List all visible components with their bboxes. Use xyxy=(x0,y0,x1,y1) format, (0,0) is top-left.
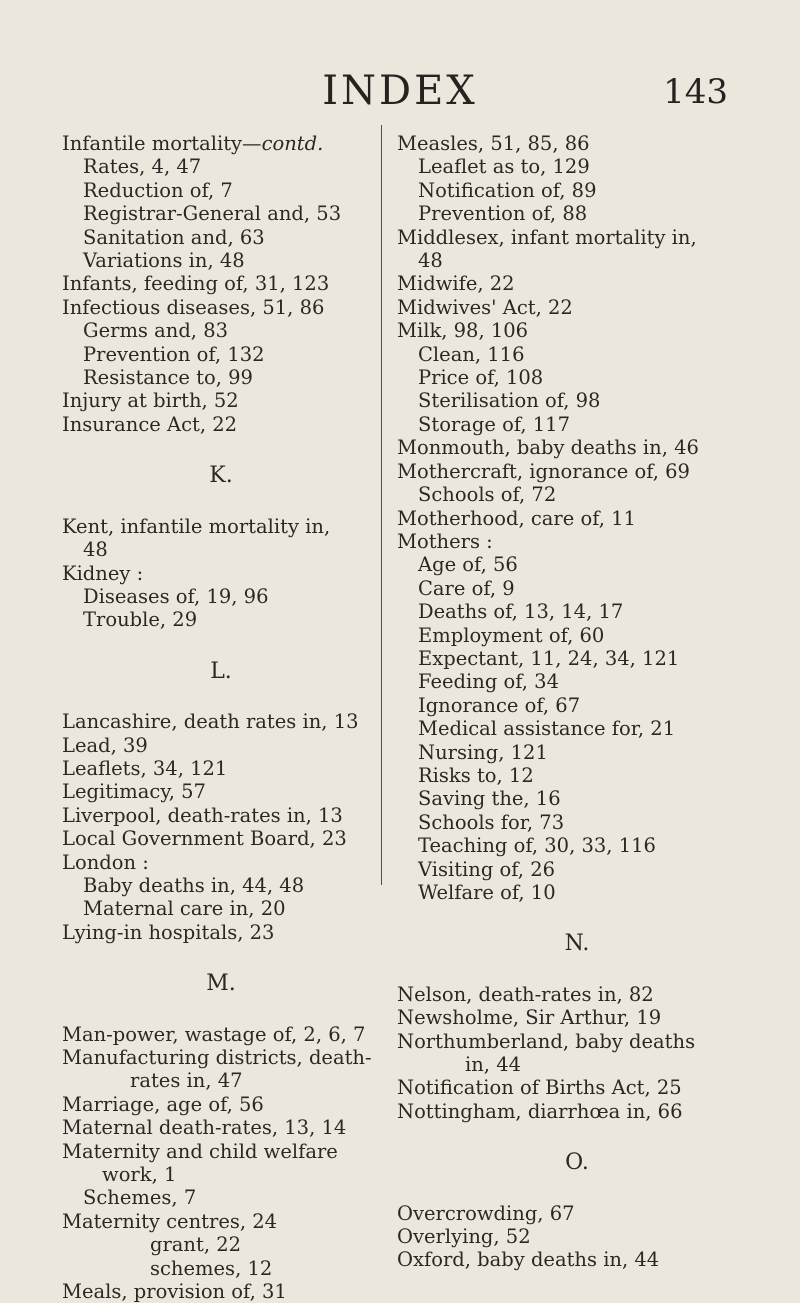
index-subentry: Reduction of, 7 xyxy=(83,178,233,202)
index-entry: Legitimacy, 57 xyxy=(62,780,206,804)
index-entry: Liverpool, death-rates in, 13 xyxy=(62,803,343,827)
index-entry: Mothercraft, ignorance of, 69 xyxy=(397,459,690,483)
index-subentry: Risks to, 12 xyxy=(418,763,534,787)
index-entry: Measles, 51, 85, 86 xyxy=(397,132,590,155)
index-entry-continuation: 48 xyxy=(83,538,108,562)
left-column xyxy=(62,132,380,1303)
index-entry: Local Government Board, 23 xyxy=(62,827,347,851)
index-subentry: Germs and, 83 xyxy=(83,319,229,343)
index-entry: Injury at birth, 52 xyxy=(62,389,239,413)
section-letter-n: N. xyxy=(564,931,590,957)
section-letter-l: L. xyxy=(210,658,232,684)
index-entry: Midwives' Act, 22 xyxy=(397,295,573,319)
index-entry: Man-power, wastage of, 2, 6, 7 xyxy=(62,1022,366,1046)
index-subentry: Schools for, 73 xyxy=(418,810,565,834)
index-subentry: Leaflet as to, 129 xyxy=(418,155,590,179)
index-subentry: Teaching of, 30, 33, 116 xyxy=(418,834,656,858)
index-subentry: Age of, 56 xyxy=(418,553,518,577)
index-entry: London : xyxy=(62,850,149,874)
index-subentry: Storage of, 117 xyxy=(418,412,570,436)
index-entry: Kent, infantile mortality in, xyxy=(62,514,331,538)
index-entry-continuation: rates in, 47 xyxy=(130,1069,243,1093)
index-entry: Leaflets, 34, 121 xyxy=(62,756,228,780)
index-entry: Oxford, baby deaths in, 44 xyxy=(397,1248,660,1272)
index-entry: Infants, feeding of, 31, 123 xyxy=(62,272,330,296)
index-entry: Infantile mortality—contd. xyxy=(62,132,324,155)
index-subentry: Saving the, 16 xyxy=(418,787,561,811)
index-entry: Overlying, 52 xyxy=(397,1225,531,1249)
index-subentry: Schools of, 72 xyxy=(418,483,557,507)
index-entry: Motherhood, care of, 11 xyxy=(397,506,636,530)
index-entry: Overcrowding, 67 xyxy=(397,1201,575,1225)
index-subentry: schemes, 12 xyxy=(150,1256,273,1280)
column-divider xyxy=(381,125,382,885)
index-entry: Maternity and child welfare xyxy=(62,1139,338,1163)
index-subentry: Medical assistance for, 21 xyxy=(418,717,676,741)
index-entry: Manufacturing districts, death- xyxy=(62,1046,372,1069)
index-subentry: Ignorance of, 67 xyxy=(418,693,581,717)
index-subentry: Care of, 9 xyxy=(418,576,515,600)
section-letter-k: K. xyxy=(209,463,233,489)
index-subentry: Prevention of, 132 xyxy=(83,342,265,366)
index-entry: Lancashire, death rates in, 13 xyxy=(62,710,359,734)
index-subentry: Feeding of, 34 xyxy=(418,670,559,694)
right-column xyxy=(397,132,757,1272)
index-subentry: Rates, 4, 47 xyxy=(83,155,202,179)
index-subentry: Deaths of, 13, 14, 17 xyxy=(418,600,624,624)
page-number: 143 xyxy=(663,72,728,112)
index-subentry: Resistance to, 99 xyxy=(83,366,253,390)
index-entry: Meals, provision of, 31 xyxy=(62,1280,287,1303)
section-letter-m: M. xyxy=(206,971,236,997)
section-letter-o: O. xyxy=(565,1150,589,1176)
page-title: INDEX xyxy=(322,68,478,114)
index-subentry: Maternal care in, 20 xyxy=(83,897,286,921)
index-entry-continuation: 48 xyxy=(418,249,443,273)
index-entry: Marriage, age of, 56 xyxy=(62,1092,264,1116)
index-entry-continuation: in, 44 xyxy=(465,1053,522,1077)
index-subentry: Sanitation and, 63 xyxy=(83,225,265,249)
index-subentry: Diseases of, 19, 96 xyxy=(83,584,269,608)
index-subentry: Notification of, 89 xyxy=(418,178,597,202)
index-entry: Kidney : xyxy=(62,561,144,585)
index-entry: Infectious diseases, 51, 86 xyxy=(62,295,325,319)
index-entry: Maternity centres, 24 xyxy=(62,1209,278,1233)
index-subentry: Trouble, 29 xyxy=(83,608,198,632)
index-subentry: Baby deaths in, 44, 48 xyxy=(83,873,305,897)
index-entry: Insurance Act, 22 xyxy=(62,412,238,436)
index-entry-continuation: work, 1 xyxy=(102,1163,177,1187)
index-subentry: Welfare of, 10 xyxy=(418,881,556,904)
index-entry: Nelson, death-rates in, 82 xyxy=(397,982,654,1006)
index-entry: Lead, 39 xyxy=(62,733,148,757)
index-entry: Midwife, 22 xyxy=(397,272,515,296)
index-entry: Lying-in hospitals, 23 xyxy=(62,920,275,944)
index-entry: Milk, 98, 106 xyxy=(397,319,529,343)
index-subentry: Expectant, 11, 24, 34, 121 xyxy=(418,646,680,670)
index-entry: Maternal death-rates, 13, 14 xyxy=(62,1116,347,1140)
index-subentry: Variations in, 48 xyxy=(83,249,245,273)
index-entry: Newsholme, Sir Arthur, 19 xyxy=(397,1006,662,1030)
index-subentry: Nursing, 121 xyxy=(418,740,548,764)
index-entry: Notification of Births Act, 25 xyxy=(397,1076,682,1100)
index-entry: Mothers : xyxy=(397,529,493,553)
index-subentry: grant, 22 xyxy=(150,1233,242,1257)
index-subentry: Registrar-General and, 53 xyxy=(83,202,342,226)
index-subentry: Price of, 108 xyxy=(418,366,544,390)
index-subentry: Visiting of, 26 xyxy=(418,857,556,881)
index-subentry: Employment of, 60 xyxy=(418,623,605,647)
index-entry: Monmouth, baby deaths in, 46 xyxy=(397,436,699,460)
index-subentry: Sterilisation of, 98 xyxy=(418,389,601,413)
index-subentry: Clean, 116 xyxy=(418,342,525,366)
index-subentry: Prevention of, 88 xyxy=(418,202,588,226)
index-subentry: Schemes, 7 xyxy=(83,1186,197,1210)
index-entry: Middlesex, infant mortality in, xyxy=(397,225,697,249)
index-entry: Nottingham, diarrhœa in, 66 xyxy=(397,1099,683,1123)
index-entry: Northumberland, baby deaths xyxy=(397,1029,696,1053)
